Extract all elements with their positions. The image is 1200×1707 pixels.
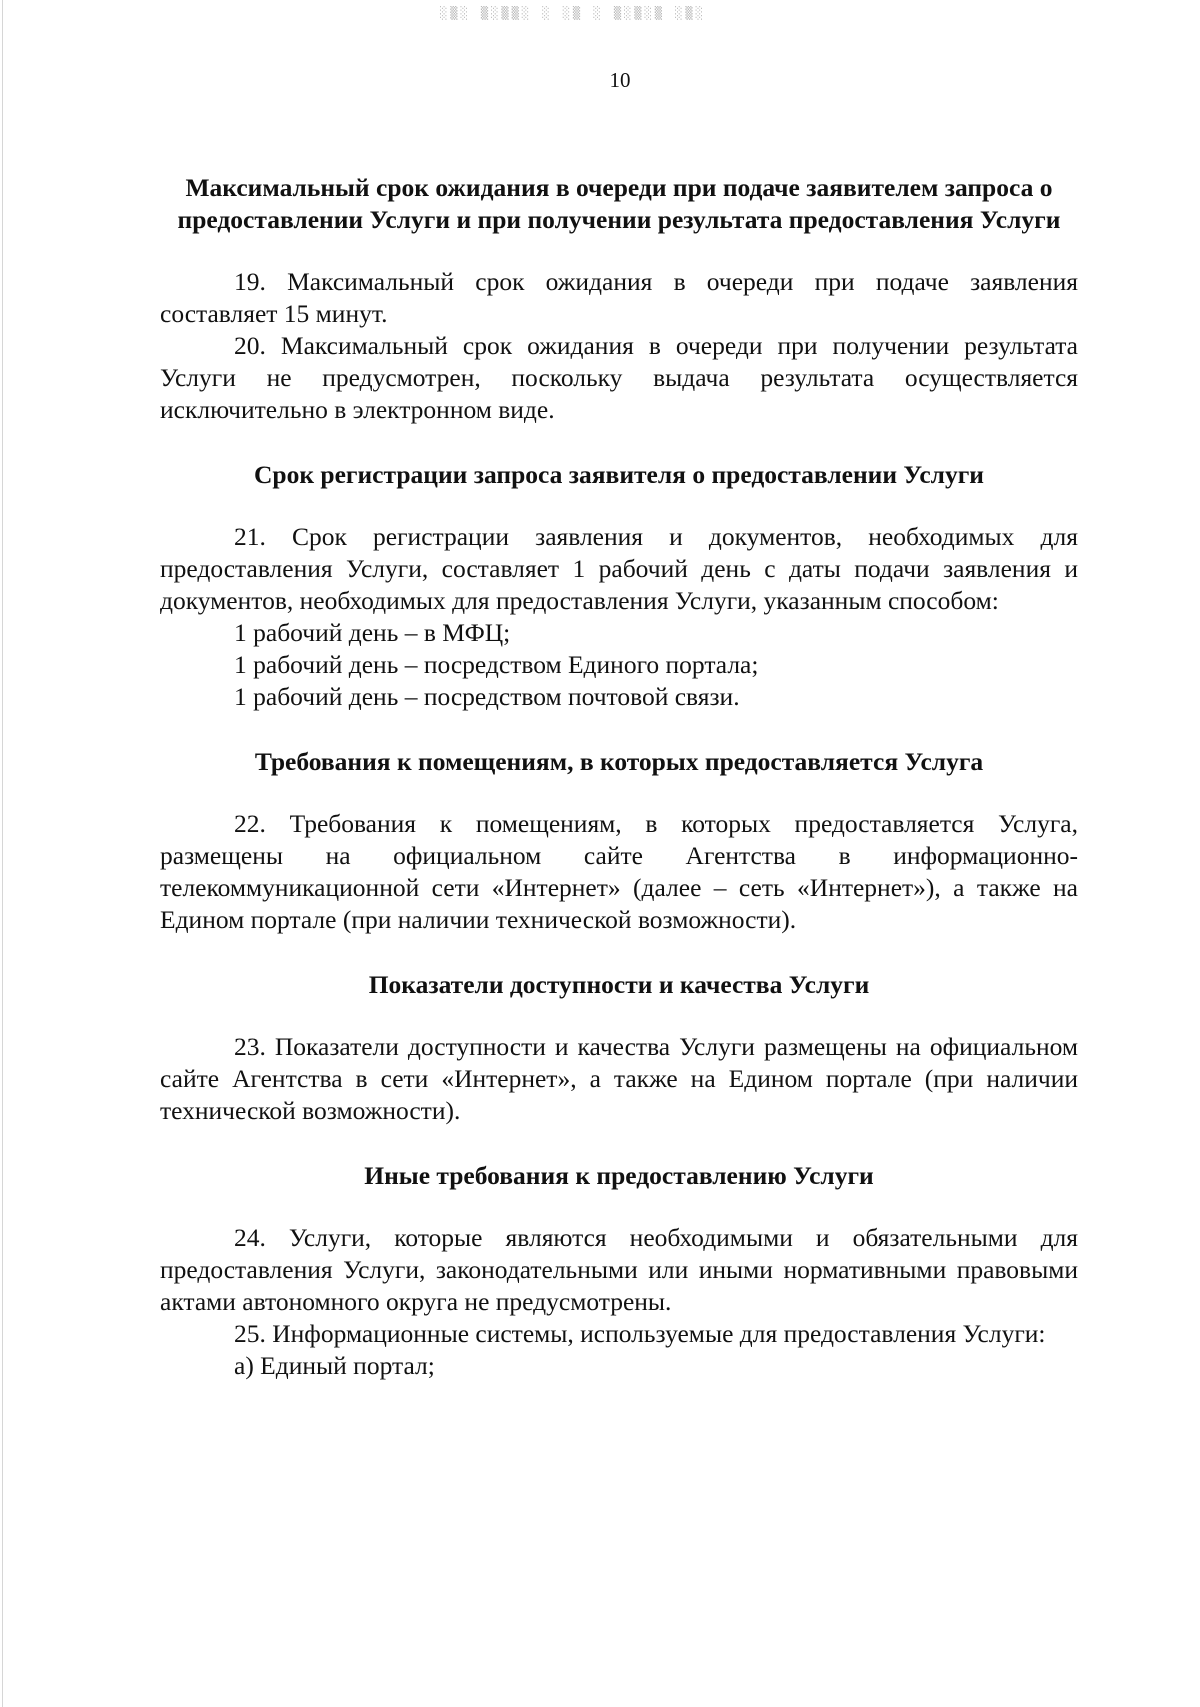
section-heading: Максимальный срок ожидания в очереди при подаче заявителем запроса о предоставлении Услуги и при получении результата предоставления Услуги xyxy=(177,173,1061,234)
paragraph-23: 23. Показатели доступности и качества Услуги размещены на официальном сайте Агентства в сети «Интернет», а также на Едином портале (при наличии технической возможности). xyxy=(160,1032,1078,1125)
list-item: 1 рабочий день – посредством почтовой связи. xyxy=(234,682,740,711)
paragraph-24: 24. Услуги, которые являются необходимыми и обязательными для предоставления Услуги, законодательными или иными нормативными правовыми актами автономного округа не предусмотрены. xyxy=(160,1223,1078,1316)
section-premises-requirements xyxy=(160,746,1078,936)
scan-edge-line xyxy=(2,0,3,1707)
section-accessibility-indicators xyxy=(160,969,1078,1127)
section-heading: Показатели доступности и качества Услуги xyxy=(368,970,870,999)
paragraph-20: 20. Максимальный срок ожидания в очереди при получении результата Услуги не предусмотрен, поскольку выдача результата осуществляется исключительно в электронном виде. xyxy=(160,331,1078,424)
section-heading: Иные требования к предоставлению Услуги xyxy=(364,1161,874,1190)
list-item: а) Единый портал; xyxy=(234,1351,435,1380)
scan-artifact-mark: ░▒░ ▒░▒▒░ ░ ░▒ ░ ▒░▒░▒ ░▒░ xyxy=(440,6,706,20)
paragraph-19: 19. Максимальный срок ожидания в очереди при подаче заявления составляет 15 минут. xyxy=(160,267,1078,328)
section-other-requirements xyxy=(160,1160,1078,1382)
section-heading: Срок регистрации запроса заявителя о предоставлении Услуги xyxy=(254,460,984,489)
section-registration-term xyxy=(160,459,1078,713)
paragraph-22: 22. Требования к помещениям, в которых предоставляется Услуга, размещены на официальном сайте Агентства в информационно-телекоммуникационной сети «Интернет» (далее – сеть «Интернет»), а также на Едином портале (при наличии технической возможности). xyxy=(160,809,1078,934)
list-item: 1 рабочий день – в МФЦ; xyxy=(234,618,511,647)
paragraph-21: 21. Срок регистрации заявления и документов, необходимых для предоставления Услуги, составляет 1 рабочий день с даты подачи заявления и документов, необходимых для предоставления Услуги, указанным способом: xyxy=(160,522,1078,615)
document-body xyxy=(160,172,1078,1382)
section-heading: Требования к помещениям, в которых предоставляется Услуга xyxy=(254,747,984,776)
list-item: 1 рабочий день – посредством Единого портала; xyxy=(234,650,759,679)
section-queue-wait-time xyxy=(160,172,1078,426)
paragraph-25: 25. Информационные системы, используемые для предоставления Услуги: xyxy=(234,1319,1046,1348)
page-number: 10 xyxy=(609,68,631,92)
